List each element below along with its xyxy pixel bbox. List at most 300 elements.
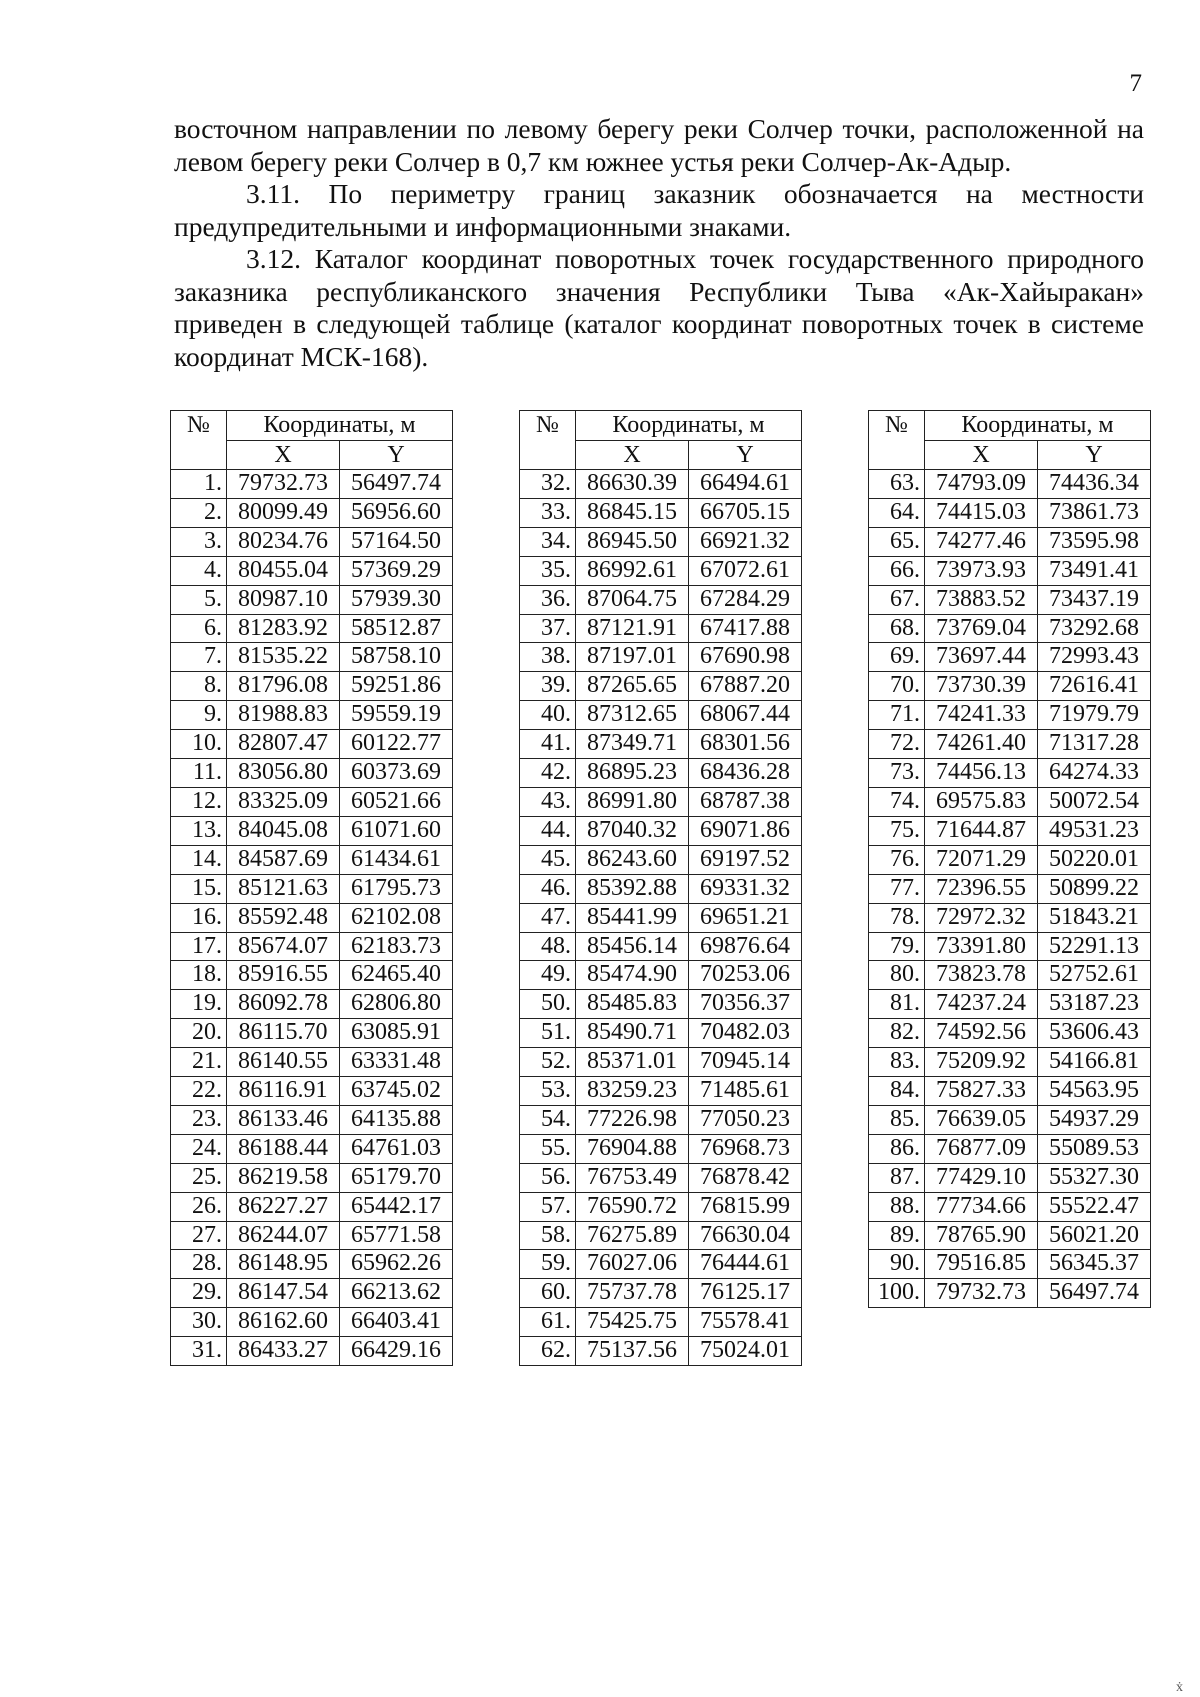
point-number: 37. bbox=[520, 614, 576, 643]
coordinate-x: 87312.65 bbox=[576, 701, 689, 730]
point-number: 17. bbox=[171, 932, 227, 961]
page-number: 7 bbox=[1129, 70, 1142, 97]
point-number: 80. bbox=[869, 961, 925, 990]
coordinate-y: 54937.29 bbox=[1038, 1105, 1151, 1134]
coordinate-y: 76444.61 bbox=[689, 1250, 802, 1279]
point-number: 85. bbox=[869, 1105, 925, 1134]
table-row bbox=[869, 730, 1151, 759]
coordinate-x: 71644.87 bbox=[925, 816, 1038, 845]
point-number: 86. bbox=[869, 1134, 925, 1163]
point-number: 67. bbox=[869, 585, 925, 614]
table-row bbox=[869, 1019, 1151, 1048]
table-row bbox=[171, 816, 453, 845]
point-number: 3. bbox=[171, 527, 227, 556]
coordinate-y: 74436.34 bbox=[1038, 470, 1151, 499]
coordinate-y: 56345.37 bbox=[1038, 1250, 1151, 1279]
coordinate-y: 73292.68 bbox=[1038, 614, 1151, 643]
coordinate-y: 64135.88 bbox=[340, 1105, 453, 1134]
coordinate-y: 70482.03 bbox=[689, 1019, 802, 1048]
point-number: 90. bbox=[869, 1250, 925, 1279]
table-row bbox=[520, 498, 802, 527]
coordinate-y: 56021.20 bbox=[1038, 1221, 1151, 1250]
coordinate-y: 70253.06 bbox=[689, 961, 802, 990]
coordinate-y: 67887.20 bbox=[689, 672, 802, 701]
point-number: 68. bbox=[869, 614, 925, 643]
coordinate-x: 86244.07 bbox=[227, 1221, 340, 1250]
point-number: 21. bbox=[171, 1048, 227, 1077]
point-number: 23. bbox=[171, 1105, 227, 1134]
table-row bbox=[520, 1337, 802, 1366]
table-row bbox=[869, 816, 1151, 845]
point-number: 69. bbox=[869, 643, 925, 672]
point-number: 38. bbox=[520, 643, 576, 672]
coordinate-y: 65442.17 bbox=[340, 1192, 453, 1221]
table-row bbox=[520, 527, 802, 556]
point-number: 25. bbox=[171, 1163, 227, 1192]
coordinate-y: 73861.73 bbox=[1038, 498, 1151, 527]
coordinate-y: 73437.19 bbox=[1038, 585, 1151, 614]
coordinate-x: 76275.89 bbox=[576, 1221, 689, 1250]
table-row bbox=[869, 643, 1151, 672]
point-number: 47. bbox=[520, 903, 576, 932]
coordinate-x: 72972.32 bbox=[925, 903, 1038, 932]
point-number: 34. bbox=[520, 527, 576, 556]
point-number: 72. bbox=[869, 730, 925, 759]
table-row bbox=[520, 1250, 802, 1279]
table-row bbox=[869, 845, 1151, 874]
coordinate-x: 85485.83 bbox=[576, 990, 689, 1019]
coordinate-x: 73973.93 bbox=[925, 556, 1038, 585]
coordinate-y: 77050.23 bbox=[689, 1105, 802, 1134]
table-header-row bbox=[520, 411, 802, 441]
point-number: 66. bbox=[869, 556, 925, 585]
point-number: 81. bbox=[869, 990, 925, 1019]
coordinate-x: 76639.05 bbox=[925, 1105, 1038, 1134]
column-header-y: Y bbox=[340, 440, 453, 470]
column-header-number: № bbox=[869, 411, 925, 470]
coordinate-x: 86227.27 bbox=[227, 1192, 340, 1221]
paragraph-continuation: восточном направлении по левому берегу реки Солчер точки, расположенной на левом берегу реки Солчер в 0,7 км южнее устья реки Солчер-Ак-Адыр. bbox=[174, 113, 1144, 177]
table-row bbox=[171, 1250, 453, 1279]
coordinate-y: 71979.79 bbox=[1038, 701, 1151, 730]
coordinate-x: 86991.80 bbox=[576, 787, 689, 816]
point-number: 19. bbox=[171, 990, 227, 1019]
table-row bbox=[869, 701, 1151, 730]
coordinate-x: 75209.92 bbox=[925, 1048, 1038, 1077]
point-number: 29. bbox=[171, 1279, 227, 1308]
table-row bbox=[520, 1163, 802, 1192]
coordinate-x: 83056.80 bbox=[227, 759, 340, 788]
point-number: 31. bbox=[171, 1337, 227, 1366]
coordinate-y: 70356.37 bbox=[689, 990, 802, 1019]
table-row bbox=[869, 1105, 1151, 1134]
coordinate-y: 70945.14 bbox=[689, 1048, 802, 1077]
coordinate-y: 66429.16 bbox=[340, 1337, 453, 1366]
point-number: 14. bbox=[171, 845, 227, 874]
coordinate-y: 73595.98 bbox=[1038, 527, 1151, 556]
table-row bbox=[520, 816, 802, 845]
point-number: 58. bbox=[520, 1221, 576, 1250]
table-row bbox=[869, 470, 1151, 499]
coordinate-y: 68787.38 bbox=[689, 787, 802, 816]
coordinate-x: 85371.01 bbox=[576, 1048, 689, 1077]
coordinate-x: 86115.70 bbox=[227, 1019, 340, 1048]
coordinate-y: 57369.29 bbox=[340, 556, 453, 585]
point-number: 57. bbox=[520, 1192, 576, 1221]
table-row bbox=[520, 1105, 802, 1134]
table-row bbox=[171, 874, 453, 903]
point-number: 40. bbox=[520, 701, 576, 730]
table-row bbox=[520, 990, 802, 1019]
coordinate-y: 60521.66 bbox=[340, 787, 453, 816]
coordinate-x: 86433.27 bbox=[227, 1337, 340, 1366]
table-row bbox=[869, 1221, 1151, 1250]
coordinate-y: 75024.01 bbox=[689, 1337, 802, 1366]
table-row bbox=[171, 1163, 453, 1192]
coordinate-x: 82807.47 bbox=[227, 730, 340, 759]
table-row bbox=[869, 990, 1151, 1019]
coordinates-table-3 bbox=[868, 410, 1151, 1308]
column-header-y: Y bbox=[1038, 440, 1151, 470]
coordinate-x: 86845.15 bbox=[576, 498, 689, 527]
coordinate-x: 86147.54 bbox=[227, 1279, 340, 1308]
coordinate-y: 63331.48 bbox=[340, 1048, 453, 1077]
coordinate-y: 53187.23 bbox=[1038, 990, 1151, 1019]
table-row bbox=[869, 903, 1151, 932]
coordinate-x: 81988.83 bbox=[227, 701, 340, 730]
point-number: 5. bbox=[171, 585, 227, 614]
column-header-number: № bbox=[171, 411, 227, 470]
table-row bbox=[171, 1221, 453, 1250]
point-number: 15. bbox=[171, 874, 227, 903]
coordinate-x: 75137.56 bbox=[576, 1337, 689, 1366]
table-row bbox=[171, 990, 453, 1019]
coordinate-y: 75578.41 bbox=[689, 1308, 802, 1337]
point-number: 62. bbox=[520, 1337, 576, 1366]
table-row bbox=[520, 1221, 802, 1250]
coordinate-y: 58512.87 bbox=[340, 614, 453, 643]
coordinates-table-2 bbox=[519, 410, 802, 1366]
point-number: 6. bbox=[171, 614, 227, 643]
table-row bbox=[171, 1077, 453, 1106]
table-row bbox=[869, 961, 1151, 990]
coordinate-x: 83259.23 bbox=[576, 1077, 689, 1106]
coordinate-y: 57939.30 bbox=[340, 585, 453, 614]
table-row bbox=[520, 845, 802, 874]
coordinate-y: 65771.58 bbox=[340, 1221, 453, 1250]
coordinate-x: 85121.63 bbox=[227, 874, 340, 903]
coordinate-y: 66921.32 bbox=[689, 527, 802, 556]
coordinate-x: 75737.78 bbox=[576, 1279, 689, 1308]
coordinate-y: 62102.08 bbox=[340, 903, 453, 932]
coordinate-y: 58758.10 bbox=[340, 643, 453, 672]
point-number: 60. bbox=[520, 1279, 576, 1308]
point-number: 87. bbox=[869, 1163, 925, 1192]
coordinate-y: 66403.41 bbox=[340, 1308, 453, 1337]
table-row bbox=[869, 759, 1151, 788]
coordinate-x: 75425.75 bbox=[576, 1308, 689, 1337]
point-number: 82. bbox=[869, 1019, 925, 1048]
point-number: 20. bbox=[171, 1019, 227, 1048]
table-row bbox=[171, 556, 453, 585]
column-header-number: № bbox=[520, 411, 576, 470]
point-number: 55. bbox=[520, 1134, 576, 1163]
table-row bbox=[869, 1048, 1151, 1077]
point-number: 77. bbox=[869, 874, 925, 903]
coordinate-y: 61434.61 bbox=[340, 845, 453, 874]
point-number: 76. bbox=[869, 845, 925, 874]
table-row bbox=[171, 672, 453, 701]
coordinate-x: 78765.90 bbox=[925, 1221, 1038, 1250]
coordinate-x: 86140.55 bbox=[227, 1048, 340, 1077]
point-number: 46. bbox=[520, 874, 576, 903]
coordinate-y: 69331.32 bbox=[689, 874, 802, 903]
point-number: 59. bbox=[520, 1250, 576, 1279]
coordinate-y: 69197.52 bbox=[689, 845, 802, 874]
point-number: 10. bbox=[171, 730, 227, 759]
point-number: 42. bbox=[520, 759, 576, 788]
coordinate-y: 68067.44 bbox=[689, 701, 802, 730]
coordinate-y: 76878.42 bbox=[689, 1163, 802, 1192]
coordinate-x: 80455.04 bbox=[227, 556, 340, 585]
coordinate-x: 79732.73 bbox=[925, 1279, 1038, 1308]
coordinate-x: 74237.24 bbox=[925, 990, 1038, 1019]
coordinate-y: 68301.56 bbox=[689, 730, 802, 759]
point-number: 70. bbox=[869, 672, 925, 701]
coordinate-x: 74415.03 bbox=[925, 498, 1038, 527]
coordinate-y: 62465.40 bbox=[340, 961, 453, 990]
point-number: 1. bbox=[171, 470, 227, 499]
coordinate-y: 64274.33 bbox=[1038, 759, 1151, 788]
table-row bbox=[869, 1077, 1151, 1106]
point-number: 16. bbox=[171, 903, 227, 932]
coordinate-x: 76904.88 bbox=[576, 1134, 689, 1163]
coordinate-y: 66494.61 bbox=[689, 470, 802, 499]
point-number: 78. bbox=[869, 903, 925, 932]
point-number: 88. bbox=[869, 1192, 925, 1221]
coordinate-x: 86133.46 bbox=[227, 1105, 340, 1134]
table-row bbox=[520, 730, 802, 759]
point-number: 9. bbox=[171, 701, 227, 730]
table-row bbox=[171, 470, 453, 499]
table-row bbox=[520, 556, 802, 585]
coordinate-y: 55327.30 bbox=[1038, 1163, 1151, 1192]
coordinate-x: 79732.73 bbox=[227, 470, 340, 499]
coordinate-x: 87121.91 bbox=[576, 614, 689, 643]
point-number: 65. bbox=[869, 527, 925, 556]
point-number: 8. bbox=[171, 672, 227, 701]
coordinate-x: 85456.14 bbox=[576, 932, 689, 961]
coordinate-y: 72616.41 bbox=[1038, 672, 1151, 701]
column-header-y: Y bbox=[689, 440, 802, 470]
coordinate-y: 50220.01 bbox=[1038, 845, 1151, 874]
table-row bbox=[520, 759, 802, 788]
coordinate-x: 85592.48 bbox=[227, 903, 340, 932]
coordinate-y: 71317.28 bbox=[1038, 730, 1151, 759]
coordinate-y: 55522.47 bbox=[1038, 1192, 1151, 1221]
coordinate-x: 87349.71 bbox=[576, 730, 689, 759]
point-number: 89. bbox=[869, 1221, 925, 1250]
coordinate-x: 81283.92 bbox=[227, 614, 340, 643]
table-header-row bbox=[171, 411, 453, 441]
coordinate-y: 73491.41 bbox=[1038, 556, 1151, 585]
point-number: 84. bbox=[869, 1077, 925, 1106]
table-row bbox=[171, 527, 453, 556]
coordinate-x: 85474.90 bbox=[576, 961, 689, 990]
coordinate-y: 60373.69 bbox=[340, 759, 453, 788]
coordinate-x: 79516.85 bbox=[925, 1250, 1038, 1279]
coordinate-y: 51843.21 bbox=[1038, 903, 1151, 932]
table-row bbox=[520, 874, 802, 903]
coordinate-x: 87197.01 bbox=[576, 643, 689, 672]
coordinate-y: 64761.03 bbox=[340, 1134, 453, 1163]
coordinate-y: 50072.54 bbox=[1038, 787, 1151, 816]
coordinate-x: 85674.07 bbox=[227, 932, 340, 961]
table-row bbox=[171, 787, 453, 816]
point-number: 83. bbox=[869, 1048, 925, 1077]
coordinate-y: 60122.77 bbox=[340, 730, 453, 759]
point-number: 12. bbox=[171, 787, 227, 816]
coordinate-y: 62183.73 bbox=[340, 932, 453, 961]
coordinate-x: 73697.44 bbox=[925, 643, 1038, 672]
coordinate-y: 67417.88 bbox=[689, 614, 802, 643]
coordinate-x: 73391.80 bbox=[925, 932, 1038, 961]
point-number: 71. bbox=[869, 701, 925, 730]
coordinate-x: 86148.95 bbox=[227, 1250, 340, 1279]
coordinate-y: 59559.19 bbox=[340, 701, 453, 730]
corner-mark: ẋ bbox=[1176, 1680, 1183, 1695]
point-number: 35. bbox=[520, 556, 576, 585]
coordinate-x: 73823.78 bbox=[925, 961, 1038, 990]
point-number: 24. bbox=[171, 1134, 227, 1163]
coordinates-table-1 bbox=[170, 410, 453, 1366]
coordinate-x: 86219.58 bbox=[227, 1163, 340, 1192]
coordinate-y: 56497.74 bbox=[1038, 1279, 1151, 1308]
table-row bbox=[869, 932, 1151, 961]
column-header-x: X bbox=[925, 440, 1038, 470]
point-number: 4. bbox=[171, 556, 227, 585]
coordinate-x: 76753.49 bbox=[576, 1163, 689, 1192]
table-row bbox=[869, 498, 1151, 527]
table-row bbox=[520, 1134, 802, 1163]
table-row bbox=[869, 1163, 1151, 1192]
coordinate-x: 74241.33 bbox=[925, 701, 1038, 730]
table-row bbox=[520, 1192, 802, 1221]
point-number: 22. bbox=[171, 1077, 227, 1106]
table-row bbox=[869, 1250, 1151, 1279]
coordinate-x: 86945.50 bbox=[576, 527, 689, 556]
coordinate-x: 86092.78 bbox=[227, 990, 340, 1019]
table-row bbox=[520, 787, 802, 816]
coordinate-x: 77734.66 bbox=[925, 1192, 1038, 1221]
table-row bbox=[520, 1279, 802, 1308]
coordinate-y: 54166.81 bbox=[1038, 1048, 1151, 1077]
table-row bbox=[171, 730, 453, 759]
coordinate-y: 67284.29 bbox=[689, 585, 802, 614]
coordinate-y: 69071.86 bbox=[689, 816, 802, 845]
coordinate-x: 85392.88 bbox=[576, 874, 689, 903]
paragraph-3-11: 3.11. По периметру границ заказник обозначается на местности предупредительными и информационными знаками. bbox=[174, 178, 1144, 242]
coordinate-x: 86895.23 bbox=[576, 759, 689, 788]
coordinate-y: 53606.43 bbox=[1038, 1019, 1151, 1048]
table-row bbox=[520, 932, 802, 961]
coordinate-y: 76125.17 bbox=[689, 1279, 802, 1308]
coordinate-x: 74793.09 bbox=[925, 470, 1038, 499]
table-row bbox=[171, 759, 453, 788]
coordinate-y: 56497.74 bbox=[340, 470, 453, 499]
coordinate-y: 65962.26 bbox=[340, 1250, 453, 1279]
coordinate-y: 61795.73 bbox=[340, 874, 453, 903]
table-row bbox=[171, 1105, 453, 1134]
coordinate-y: 63745.02 bbox=[340, 1077, 453, 1106]
coordinate-x: 84045.08 bbox=[227, 816, 340, 845]
coordinate-x: 81535.22 bbox=[227, 643, 340, 672]
coordinate-y: 68436.28 bbox=[689, 759, 802, 788]
coordinate-y: 69651.21 bbox=[689, 903, 802, 932]
table-row bbox=[869, 1192, 1151, 1221]
coordinate-x: 76877.09 bbox=[925, 1134, 1038, 1163]
coordinate-x: 73730.39 bbox=[925, 672, 1038, 701]
point-number: 74. bbox=[869, 787, 925, 816]
table-row bbox=[171, 845, 453, 874]
coordinate-x: 81796.08 bbox=[227, 672, 340, 701]
point-number: 11. bbox=[171, 759, 227, 788]
point-number: 64. bbox=[869, 498, 925, 527]
coordinate-x: 85916.55 bbox=[227, 961, 340, 990]
table-row bbox=[171, 1337, 453, 1366]
body-text bbox=[174, 113, 1144, 373]
table-row bbox=[171, 614, 453, 643]
coordinate-x: 86243.60 bbox=[576, 845, 689, 874]
coordinate-y: 69876.64 bbox=[689, 932, 802, 961]
table-row bbox=[869, 614, 1151, 643]
coordinate-y: 52291.13 bbox=[1038, 932, 1151, 961]
coordinate-x: 77226.98 bbox=[576, 1105, 689, 1134]
point-number: 100. bbox=[869, 1279, 925, 1308]
coordinate-y: 63085.91 bbox=[340, 1019, 453, 1048]
table-row bbox=[869, 1134, 1151, 1163]
coordinate-y: 76630.04 bbox=[689, 1221, 802, 1250]
coordinate-x: 75827.33 bbox=[925, 1077, 1038, 1106]
paragraph-3-12: 3.12. Каталог координат поворотных точек государственного природного заказника республиканского значения Республики Тыва «Ак-Хайыракан» приведен в следующей таблице (каталог координат поворотных точек в системе координат МСК-168). bbox=[174, 243, 1144, 372]
point-number: 52. bbox=[520, 1048, 576, 1077]
coordinate-y: 76968.73 bbox=[689, 1134, 802, 1163]
table-row bbox=[171, 1308, 453, 1337]
point-number: 41. bbox=[520, 730, 576, 759]
coordinate-y: 67072.61 bbox=[689, 556, 802, 585]
coordinate-x: 85441.99 bbox=[576, 903, 689, 932]
coordinate-y: 59251.86 bbox=[340, 672, 453, 701]
coordinate-x: 69575.83 bbox=[925, 787, 1038, 816]
coordinate-y: 61071.60 bbox=[340, 816, 453, 845]
point-number: 2. bbox=[171, 498, 227, 527]
coordinate-y: 55089.53 bbox=[1038, 1134, 1151, 1163]
coordinate-x: 80987.10 bbox=[227, 585, 340, 614]
coordinate-x: 74456.13 bbox=[925, 759, 1038, 788]
point-number: 7. bbox=[171, 643, 227, 672]
table-row bbox=[520, 1048, 802, 1077]
table-row bbox=[869, 585, 1151, 614]
coordinate-x: 83325.09 bbox=[227, 787, 340, 816]
table-row bbox=[520, 470, 802, 499]
coordinate-y: 50899.22 bbox=[1038, 874, 1151, 903]
point-number: 18. bbox=[171, 961, 227, 990]
coordinate-x: 86992.61 bbox=[576, 556, 689, 585]
coordinate-y: 65179.70 bbox=[340, 1163, 453, 1192]
table-row bbox=[520, 961, 802, 990]
table-row bbox=[171, 1134, 453, 1163]
coordinate-x: 80099.49 bbox=[227, 498, 340, 527]
